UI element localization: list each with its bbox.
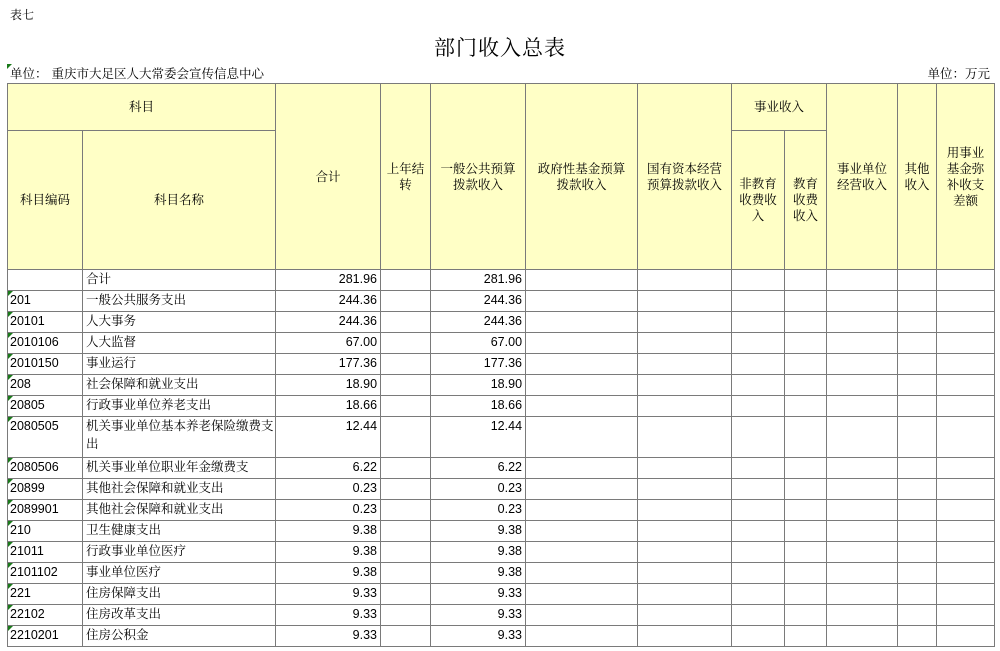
table-row	[8, 396, 995, 417]
cell-general-budget: 6.22	[431, 458, 526, 479]
cell-carryover	[381, 333, 431, 354]
cell-fund-offset	[937, 270, 995, 291]
cell-code	[8, 479, 83, 500]
cell-gov-fund	[526, 521, 638, 542]
header-general-budget-label: 一般公共预算拨款收入	[440, 160, 516, 192]
cell-gov-fund	[526, 354, 638, 375]
cell-unit-operation	[827, 458, 898, 479]
cell-gov-fund	[526, 542, 638, 563]
cell-unit-operation	[827, 521, 898, 542]
header-state-capital-label: 国有资本经营预算拨款收入	[647, 160, 723, 192]
cell-fund-offset	[937, 584, 995, 605]
cell-gov-fund	[526, 458, 638, 479]
cell-unit-operation	[827, 333, 898, 354]
cell-non-edu	[732, 500, 785, 521]
cell-fund-offset	[937, 417, 995, 458]
cell-code	[8, 270, 83, 291]
cell-fund-offset	[937, 312, 995, 333]
cell-state-capital	[638, 521, 732, 542]
cell-general-budget: 18.90	[431, 375, 526, 396]
cell-non-edu	[732, 375, 785, 396]
cell-state-capital	[638, 291, 732, 312]
cell-other	[898, 542, 937, 563]
cell-other	[898, 458, 937, 479]
cell-other	[898, 500, 937, 521]
cell-name: 行政事业单位养老支出	[83, 396, 276, 417]
header-subject-code: 科目编码	[8, 131, 83, 270]
cell-other	[898, 375, 937, 396]
cell-general-budget: 18.66	[431, 396, 526, 417]
cell-total: 0.23	[276, 500, 381, 521]
cell-edu	[785, 500, 827, 521]
table-row	[8, 605, 995, 626]
cell-name: 住房保障支出	[83, 584, 276, 605]
cell-unit-operation	[827, 500, 898, 521]
cell-total: 244.36	[276, 291, 381, 312]
cell-other	[898, 417, 937, 458]
cell-general-budget: 244.36	[431, 312, 526, 333]
cell-fund-offset	[937, 396, 995, 417]
cell-state-capital	[638, 500, 732, 521]
cell-name: 机关事业单位基本养老保险缴费支出	[83, 417, 276, 458]
cell-name: 其他社会保障和就业支出	[83, 500, 276, 521]
cell-marker-icon	[8, 563, 13, 568]
cell-general-budget: 0.23	[431, 500, 526, 521]
cell-total: 67.00	[276, 333, 381, 354]
cell-marker-icon	[8, 396, 13, 401]
cell-other	[898, 626, 937, 647]
header-business-income: 事业收入	[732, 84, 827, 131]
cell-code-text: 2010106	[10, 335, 59, 349]
cell-general-budget: 12.44	[431, 417, 526, 458]
cell-fund-offset	[937, 291, 995, 312]
cell-total: 9.38	[276, 563, 381, 584]
cell-marker-icon	[8, 500, 13, 505]
header-non-edu-label: 非教育收费收入	[739, 176, 777, 223]
cell-code-text: 2010150	[10, 356, 59, 370]
cell-marker-icon	[8, 584, 13, 589]
cell-unit-operation	[827, 584, 898, 605]
header-edu-label: 教育收费收入	[793, 176, 819, 223]
cell-carryover	[381, 563, 431, 584]
cell-code	[8, 417, 83, 458]
cell-total: 9.38	[276, 542, 381, 563]
cell-code	[8, 312, 83, 333]
cell-name: 合计	[83, 270, 276, 291]
cell-unit-operation	[827, 396, 898, 417]
cell-gov-fund	[526, 500, 638, 521]
cell-state-capital	[638, 270, 732, 291]
header-general-budget	[431, 84, 526, 270]
cell-state-capital	[638, 375, 732, 396]
cell-edu	[785, 563, 827, 584]
cell-total: 281.96	[276, 270, 381, 291]
table-header	[8, 84, 995, 270]
cell-general-budget: 244.36	[431, 291, 526, 312]
cell-fund-offset	[937, 563, 995, 584]
cell-total: 12.44	[276, 417, 381, 458]
cell-unit-operation	[827, 375, 898, 396]
table-row	[8, 626, 995, 647]
header-state-capital	[638, 84, 732, 270]
table-row	[8, 479, 995, 500]
header-gov-fund	[526, 84, 638, 270]
page-title: 部门收入总表	[434, 36, 566, 60]
cell-code	[8, 291, 83, 312]
cell-code	[8, 396, 83, 417]
cell-gov-fund	[526, 375, 638, 396]
cell-state-capital	[638, 417, 732, 458]
cell-code	[8, 605, 83, 626]
cell-carryover	[381, 417, 431, 458]
cell-carryover	[381, 375, 431, 396]
header-edu	[785, 131, 827, 270]
table-body	[8, 270, 995, 647]
cell-unit-operation	[827, 312, 898, 333]
cell-code-text: 21011	[10, 544, 44, 558]
cell-code-text: 210	[10, 523, 31, 537]
cell-code	[8, 626, 83, 647]
cell-general-budget: 281.96	[431, 270, 526, 291]
cell-name: 住房公积金	[83, 626, 276, 647]
cell-code-text: 20101	[10, 314, 45, 328]
header-fund-offset	[937, 84, 995, 270]
table-row	[8, 521, 995, 542]
cell-total: 18.66	[276, 396, 381, 417]
cell-carryover	[381, 291, 431, 312]
cell-carryover	[381, 605, 431, 626]
cell-general-budget: 9.33	[431, 605, 526, 626]
cell-unit-operation	[827, 417, 898, 458]
cell-other	[898, 333, 937, 354]
cell-gov-fund	[526, 312, 638, 333]
cell-edu	[785, 312, 827, 333]
cell-edu	[785, 542, 827, 563]
table-row	[8, 354, 995, 375]
cell-carryover	[381, 521, 431, 542]
cell-state-capital	[638, 312, 732, 333]
cell-name: 社会保障和就业支出	[83, 375, 276, 396]
cell-general-budget: 9.38	[431, 563, 526, 584]
cell-marker-icon	[8, 291, 13, 296]
cell-carryover	[381, 270, 431, 291]
cell-state-capital	[638, 458, 732, 479]
cell-edu	[785, 605, 827, 626]
cell-code-text: 208	[10, 377, 31, 391]
cell-edu	[785, 584, 827, 605]
cell-carryover	[381, 396, 431, 417]
cell-code	[8, 500, 83, 521]
cell-gov-fund	[526, 584, 638, 605]
cell-gov-fund	[526, 626, 638, 647]
header-subject: 科目	[8, 84, 276, 131]
cell-fund-offset	[937, 500, 995, 521]
cell-carryover	[381, 542, 431, 563]
header-unit-operation-label: 事业单位经营收入	[837, 160, 888, 192]
unit-currency: 单位：万元	[927, 66, 990, 81]
table-row	[8, 270, 995, 291]
cell-name: 人大监督	[83, 333, 276, 354]
cell-general-budget: 0.23	[431, 479, 526, 500]
header-total: 合计	[276, 84, 381, 270]
cell-non-edu	[732, 270, 785, 291]
cell-general-budget: 9.38	[431, 521, 526, 542]
cell-edu	[785, 270, 827, 291]
table-row	[8, 500, 995, 521]
cell-other	[898, 291, 937, 312]
cell-edu	[785, 375, 827, 396]
cell-name: 机关事业单位职业年金缴费支	[83, 458, 276, 479]
cell-fund-offset	[937, 333, 995, 354]
cell-code-text: 2101102	[10, 565, 58, 579]
cell-marker-icon	[8, 333, 13, 338]
cell-code	[8, 542, 83, 563]
cell-edu	[785, 521, 827, 542]
cell-edu	[785, 396, 827, 417]
cell-name: 人大事务	[83, 312, 276, 333]
cell-edu	[785, 417, 827, 458]
cell-state-capital	[638, 354, 732, 375]
cell-fund-offset	[937, 375, 995, 396]
cell-non-edu	[732, 417, 785, 458]
cell-name: 住房改革支出	[83, 605, 276, 626]
cell-general-budget: 67.00	[431, 333, 526, 354]
cell-non-edu	[732, 626, 785, 647]
cell-edu	[785, 626, 827, 647]
header-subject-name: 科目名称	[83, 131, 276, 270]
cell-state-capital	[638, 563, 732, 584]
cell-edu	[785, 354, 827, 375]
cell-non-edu	[732, 458, 785, 479]
cell-fund-offset	[937, 605, 995, 626]
cell-total: 9.33	[276, 605, 381, 626]
table-row	[8, 584, 995, 605]
cell-general-budget: 177.36	[431, 354, 526, 375]
cell-non-edu	[732, 605, 785, 626]
cell-total: 0.23	[276, 479, 381, 500]
cell-general-budget: 9.33	[431, 584, 526, 605]
cell-carryover	[381, 479, 431, 500]
cell-gov-fund	[526, 605, 638, 626]
cell-marker-icon	[8, 417, 13, 422]
cell-state-capital	[638, 542, 732, 563]
cell-code-text: 2080505	[10, 419, 59, 433]
cell-marker-icon	[8, 354, 13, 359]
cell-edu	[785, 458, 827, 479]
cell-name: 行政事业单位医疗	[83, 542, 276, 563]
cell-code-text: 22102	[10, 607, 45, 621]
cell-fund-offset	[937, 354, 995, 375]
table-row	[8, 417, 995, 458]
cell-code-text: 221	[10, 586, 31, 600]
cell-non-edu	[732, 396, 785, 417]
header-non-edu	[732, 131, 785, 270]
cell-code	[8, 521, 83, 542]
cell-unit-operation	[827, 270, 898, 291]
header-other-label: 其他收入	[904, 160, 930, 192]
cell-name: 一般公共服务支出	[83, 291, 276, 312]
table-row	[8, 291, 995, 312]
cell-edu	[785, 333, 827, 354]
cell-state-capital	[638, 396, 732, 417]
cell-unit-operation	[827, 542, 898, 563]
cell-marker-icon	[8, 458, 13, 463]
table-row	[8, 542, 995, 563]
cell-marker-icon	[8, 605, 13, 610]
cell-gov-fund	[526, 333, 638, 354]
cell-non-edu	[732, 291, 785, 312]
header-fund-offset-label: 用事业基金弥补收支差额	[946, 144, 985, 208]
table-row	[8, 563, 995, 584]
cell-code	[8, 584, 83, 605]
cell-gov-fund	[526, 563, 638, 584]
income-table	[7, 83, 995, 647]
cell-state-capital	[638, 626, 732, 647]
table-row	[8, 312, 995, 333]
cell-code	[8, 563, 83, 584]
cell-carryover	[381, 584, 431, 605]
cell-carryover	[381, 500, 431, 521]
cell-carryover	[381, 354, 431, 375]
cell-gov-fund	[526, 270, 638, 291]
cell-non-edu	[732, 312, 785, 333]
cell-non-edu	[732, 333, 785, 354]
cell-code	[8, 458, 83, 479]
cell-state-capital	[638, 479, 732, 500]
header-other	[898, 84, 937, 270]
cell-non-edu	[732, 563, 785, 584]
cell-edu	[785, 479, 827, 500]
cell-carryover	[381, 626, 431, 647]
cell-code-text: 2080506	[10, 460, 59, 474]
cell-general-budget: 9.33	[431, 626, 526, 647]
cell-name: 事业运行	[83, 354, 276, 375]
cell-state-capital	[638, 333, 732, 354]
cell-total: 9.33	[276, 584, 381, 605]
cell-other	[898, 354, 937, 375]
cell-code-text: 201	[10, 293, 31, 307]
cell-code-text: 20805	[10, 398, 45, 412]
cell-other	[898, 312, 937, 333]
cell-edu	[785, 291, 827, 312]
cell-fund-offset	[937, 521, 995, 542]
cell-unit-operation	[827, 563, 898, 584]
cell-code-text: 2210201	[10, 628, 59, 642]
cell-gov-fund	[526, 479, 638, 500]
cell-code-text: 20899	[10, 481, 45, 495]
cell-marker-icon	[8, 521, 13, 526]
header-carryover-label: 上年结转	[386, 160, 425, 192]
cell-name: 卫生健康支出	[83, 521, 276, 542]
table-row	[8, 333, 995, 354]
cell-non-edu	[732, 354, 785, 375]
cell-gov-fund	[526, 417, 638, 458]
table-row	[8, 458, 995, 479]
header-carryover	[381, 84, 431, 270]
cell-code	[8, 354, 83, 375]
cell-gov-fund	[526, 396, 638, 417]
cell-unit-operation	[827, 291, 898, 312]
cell-name: 其他社会保障和就业支出	[83, 479, 276, 500]
cell-unit-operation	[827, 605, 898, 626]
cell-other	[898, 479, 937, 500]
cell-marker-icon	[8, 375, 13, 380]
cell-other	[898, 396, 937, 417]
cell-gov-fund	[526, 291, 638, 312]
cell-non-edu	[732, 542, 785, 563]
cell-code	[8, 375, 83, 396]
cell-non-edu	[732, 479, 785, 500]
cell-marker-icon	[8, 542, 13, 547]
cell-fund-offset	[937, 542, 995, 563]
cell-carryover	[381, 458, 431, 479]
cell-total: 18.90	[276, 375, 381, 396]
header-unit-operation	[827, 84, 898, 270]
cell-fund-offset	[937, 626, 995, 647]
cell-marker-icon	[8, 626, 13, 631]
cell-code	[8, 333, 83, 354]
cell-other	[898, 605, 937, 626]
cell-total: 6.22	[276, 458, 381, 479]
cell-name: 事业单位医疗	[83, 563, 276, 584]
cell-other	[898, 270, 937, 291]
table-row	[8, 375, 995, 396]
cell-unit-operation	[827, 479, 898, 500]
cell-other	[898, 584, 937, 605]
cell-non-edu	[732, 521, 785, 542]
cell-state-capital	[638, 584, 732, 605]
cell-other	[898, 521, 937, 542]
cell-general-budget: 9.38	[431, 542, 526, 563]
cell-state-capital	[638, 605, 732, 626]
cell-non-edu	[732, 584, 785, 605]
cell-code-text: 2089901	[10, 502, 59, 516]
cell-fund-offset	[937, 479, 995, 500]
cell-other	[898, 563, 937, 584]
cell-unit-operation	[827, 354, 898, 375]
cell-total: 9.38	[276, 521, 381, 542]
cell-total: 244.36	[276, 312, 381, 333]
cell-marker-icon	[8, 312, 13, 317]
sheet-label: 表七	[10, 8, 35, 22]
cell-carryover	[381, 312, 431, 333]
unit-organization: 单位： 重庆市大足区人大常委会宣传信息中心	[10, 66, 264, 81]
header-gov-fund-label: 政府性基金预算拨款收入	[537, 160, 626, 192]
cell-total: 177.36	[276, 354, 381, 375]
cell-marker-icon	[8, 479, 13, 484]
cell-total: 9.33	[276, 626, 381, 647]
cell-unit-operation	[827, 626, 898, 647]
cell-fund-offset	[937, 458, 995, 479]
